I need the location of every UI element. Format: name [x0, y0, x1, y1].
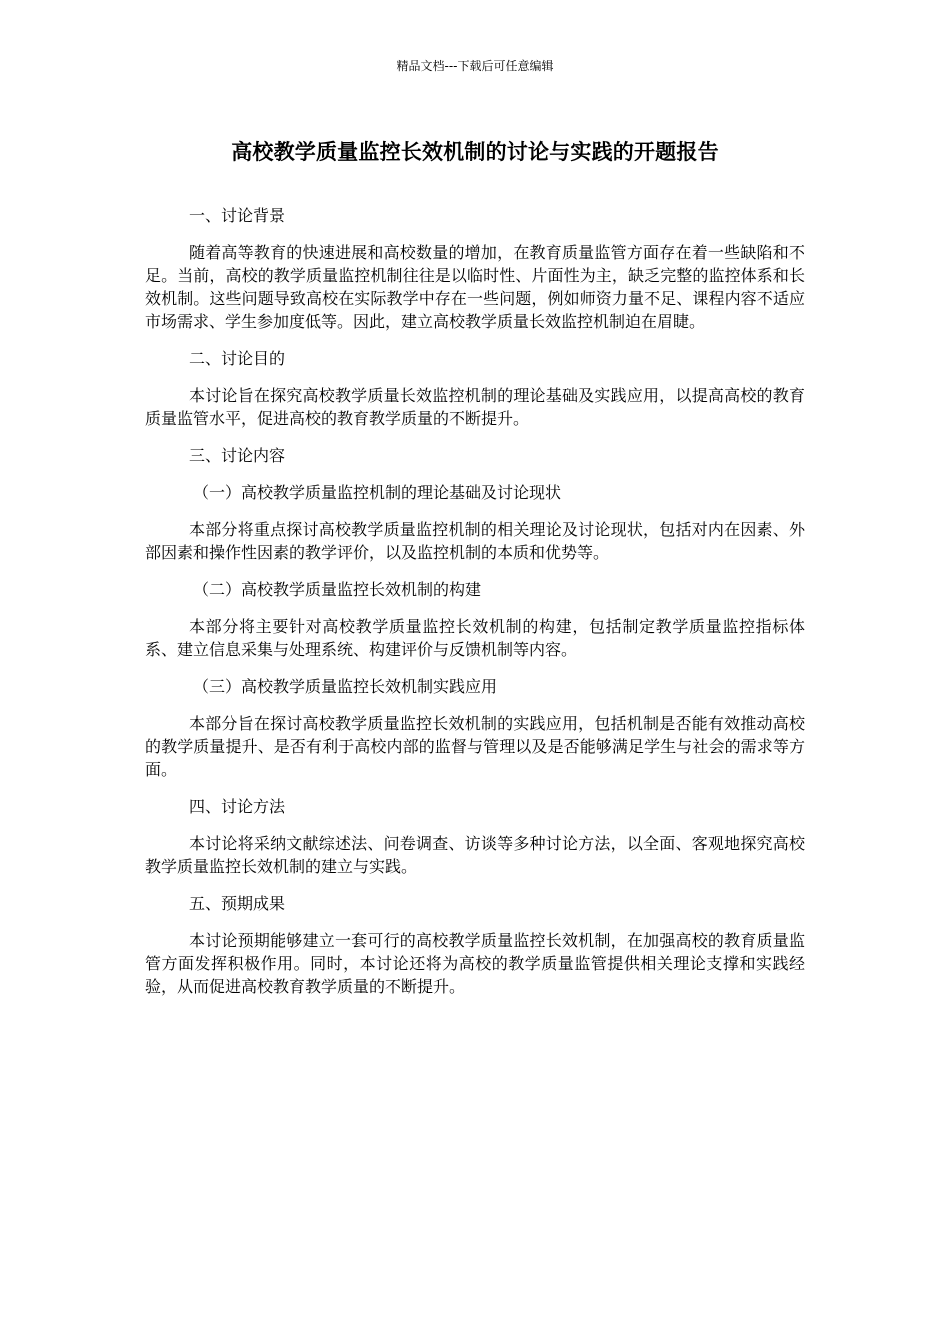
paragraph-construction: 本部分将主要针对高校教学质量监控长效机制的构建，包括制定教学质量监控指标体系、建立信息采集与处理系统、构建评价与反馈机制等内容。 — [145, 617, 805, 659]
paragraph-theory: 本部分将重点探讨高校教学质量监控机制的相关理论及讨论现状，包括对内在因素、外部因素和操作性因素的教学评价，以及监控机制的本质和优势等。 — [145, 520, 805, 562]
paragraph-method: 本讨论将采纳文献综述法、问卷调查、访谈等多种讨论方法，以全面、客观地探究高校教学质量监控长效机制的建立与实践。 — [145, 834, 805, 876]
section-heading-purpose: 二、讨论目的 — [189, 349, 286, 368]
page-header: 精品文档---下载后可任意编辑 — [396, 59, 554, 73]
paragraph-application: 本部分旨在探讨高校教学质量监控长效机制的实践应用，包括机制是否能有效推动高校的教学质量提升、是否有利于高校内部的监督与管理以及是否能够满足学生与社会的需求等方面。 — [145, 714, 805, 779]
subsection-heading-application: （三）高校教学质量监控长效机制实践应用 — [193, 677, 498, 696]
subsection-heading-theory: （一）高校教学质量监控机制的理论基础及讨论现状 — [193, 483, 562, 502]
paragraph-background: 随着高等教育的快速进展和高校数量的增加，在教育质量监管方面存在着一些缺陷和不足。当前，高校的教学质量监控机制往往是以临时性、片面性为主，缺乏完整的监控体系和长效机制。这些问题导致高校在实际教学中存在一些问题，例如师资力量不足、课程内容不适应市场需求、学生参加度低等。因此，建立高校教学质量长效监控机制迫在眉睫。 — [145, 243, 805, 331]
section-heading-background: 一、讨论背景 — [189, 206, 286, 225]
section-heading-content: 三、讨论内容 — [189, 446, 286, 465]
document-title: 高校教学质量监控长效机制的讨论与实践的开题报告 — [231, 140, 719, 164]
paragraph-outcome: 本讨论预期能够建立一套可行的高校教学质量监控长效机制，在加强高校的教育质量监管方面发挥积极作用。同时，本讨论还将为高校的教学质量监管提供相关理论支撑和实践经验，从而促进高校教育教学质量的不断提升。 — [145, 931, 805, 996]
section-heading-outcome: 五、预期成果 — [189, 894, 286, 913]
paragraph-purpose: 本讨论旨在探究高校教学质量长效监控机制的理论基础及实践应用，以提高高校的教育质量监管水平，促进高校的教育教学质量的不断提升。 — [145, 386, 805, 428]
subsection-heading-construction: （二）高校教学质量监控长效机制的构建 — [193, 580, 482, 599]
section-heading-method: 四、讨论方法 — [189, 797, 286, 816]
document-body — [145, 204, 805, 1012]
